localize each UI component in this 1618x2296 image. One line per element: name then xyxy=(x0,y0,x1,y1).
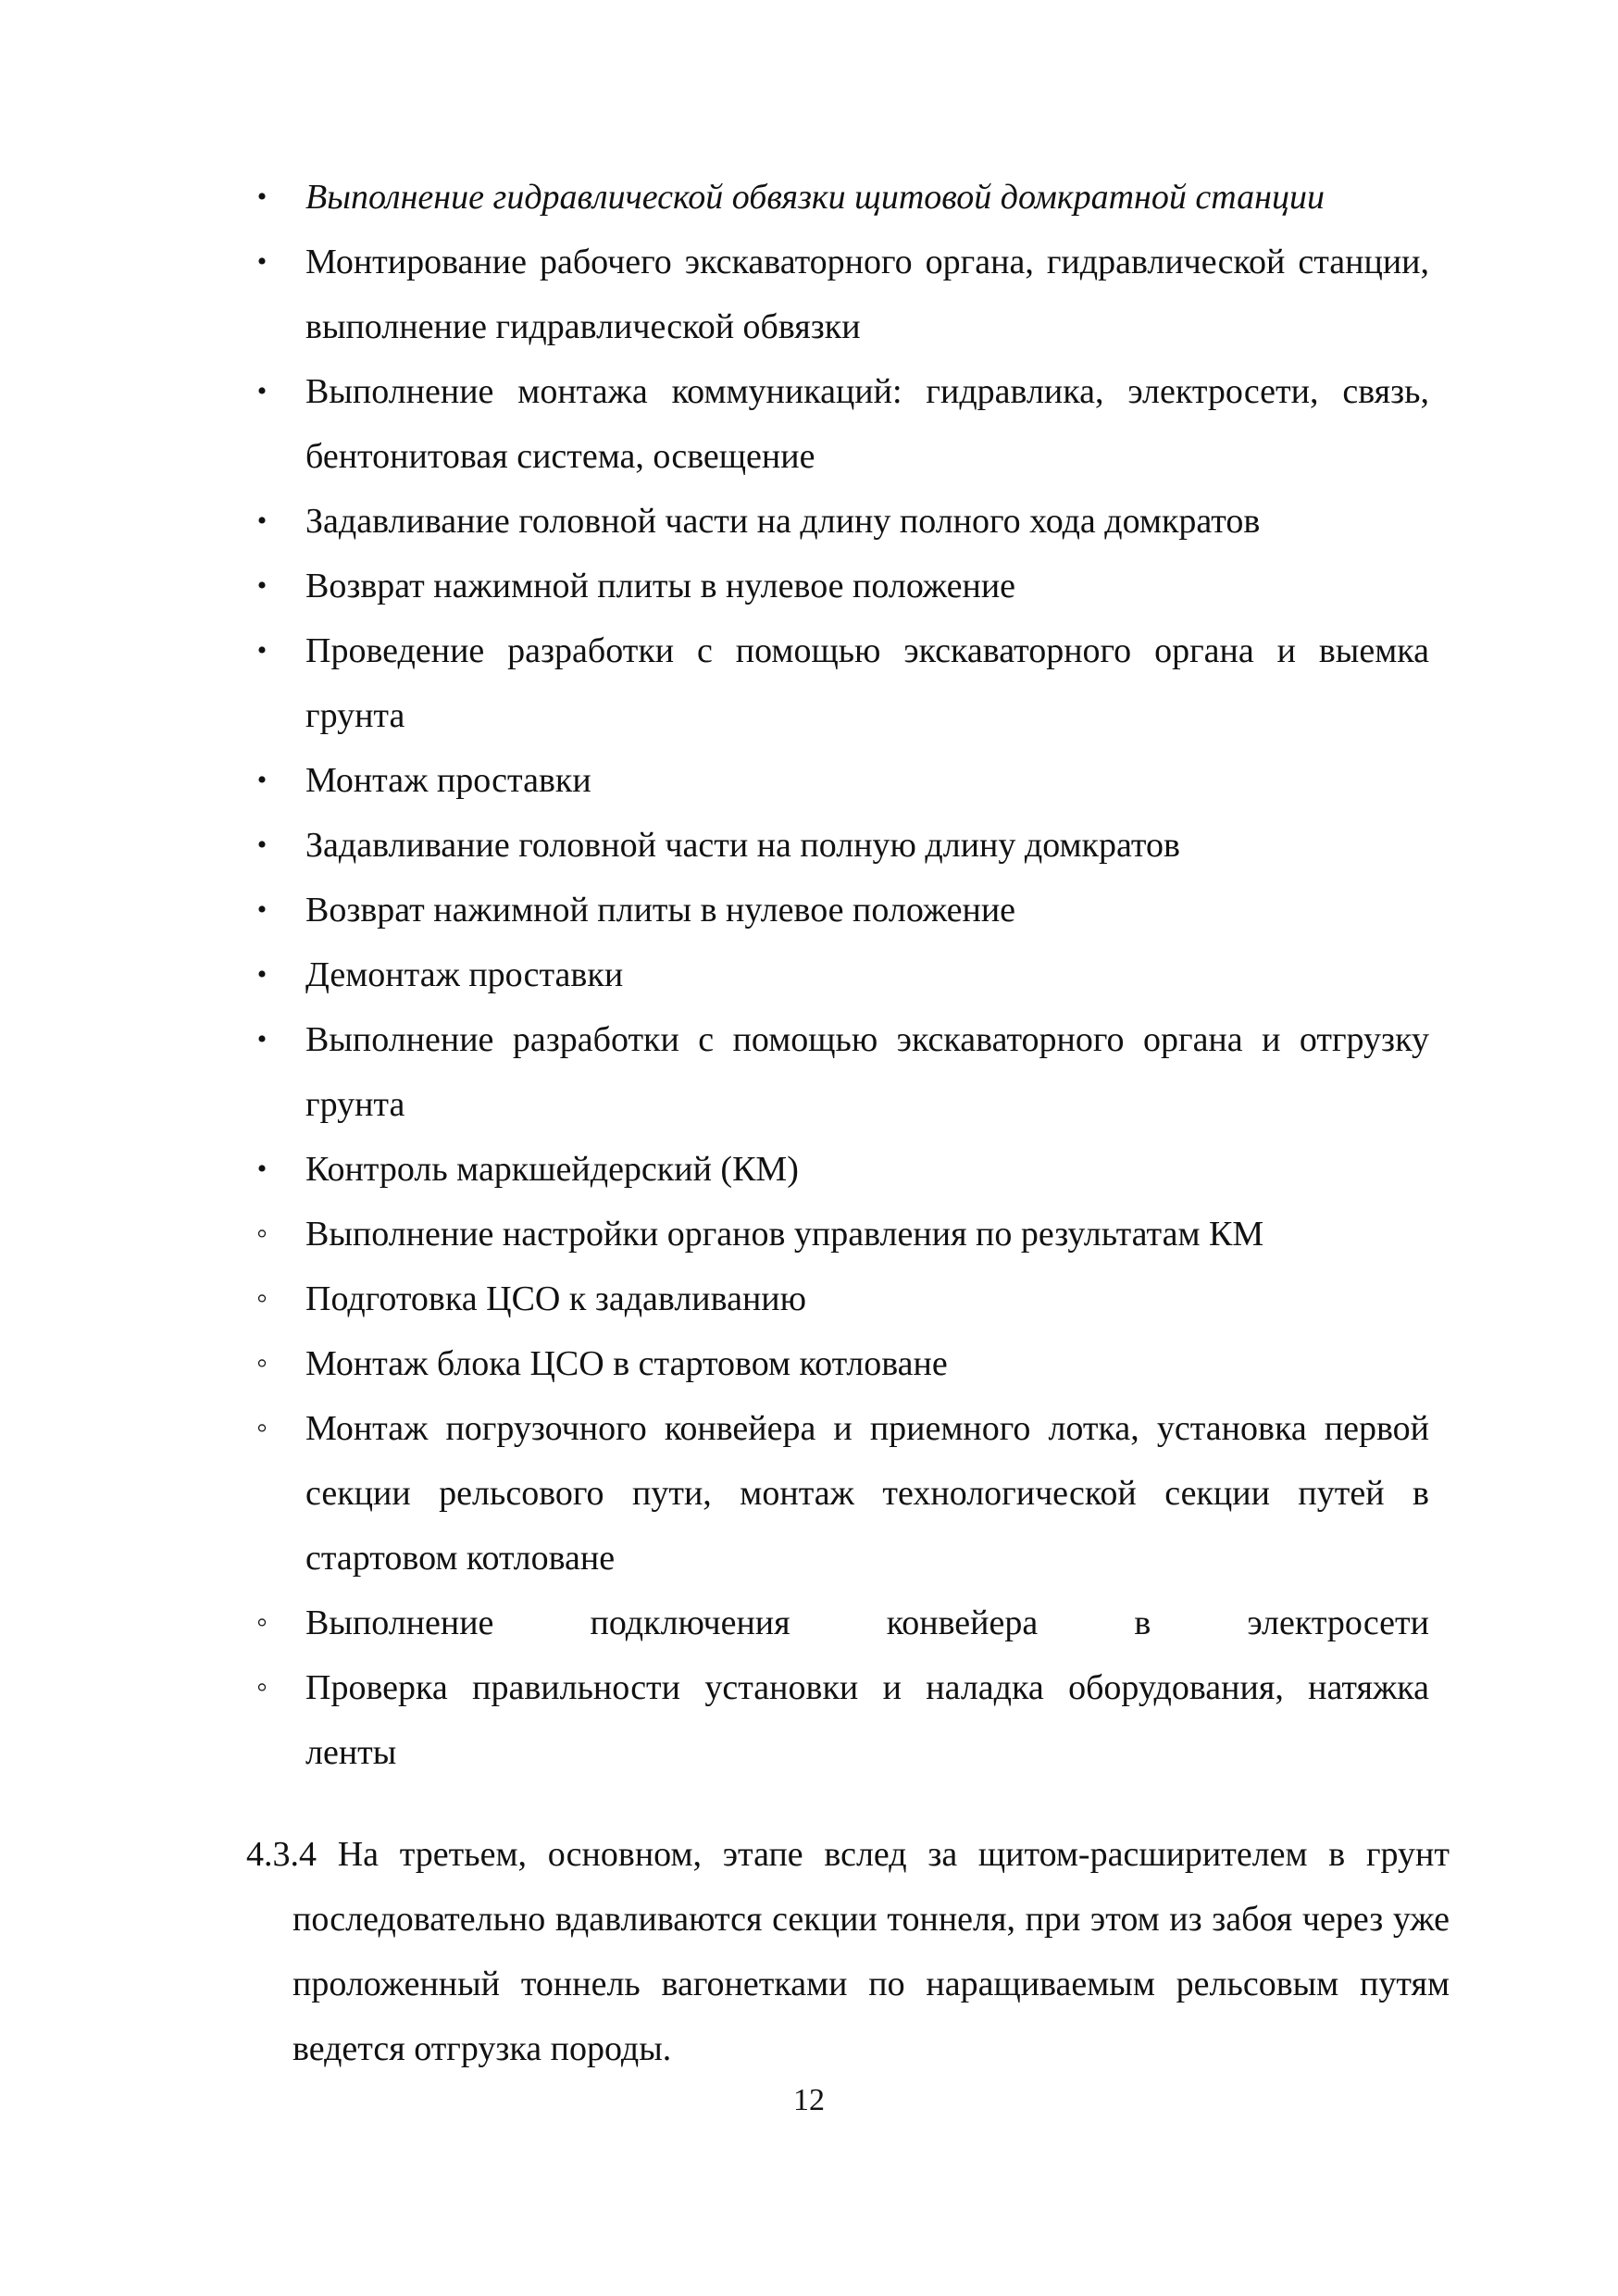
bullet-dot-icon xyxy=(248,748,276,813)
list-item xyxy=(235,554,1429,618)
bullet-dot-icon xyxy=(248,165,276,230)
list-item-text: Задавливание головной части на длину полного хода домкратов xyxy=(305,502,1261,541)
list-item-text: Проверка правильности установки и наладка оборудования, натяжка ленты xyxy=(305,1668,1429,1772)
list-item xyxy=(235,1137,1429,1202)
bullet-circle-icon xyxy=(248,1396,276,1462)
bullet-circle-icon xyxy=(248,1267,276,1332)
list-item xyxy=(235,359,1429,489)
list-item xyxy=(235,748,1429,813)
list-item-text: Возврат нажимной плиты в нулевое положение xyxy=(305,567,1016,605)
list-item xyxy=(235,1396,1429,1591)
bullet-circle-icon xyxy=(248,1331,276,1397)
list-item xyxy=(235,230,1429,359)
bullet-dot-icon xyxy=(248,878,276,942)
bullet-circle-icon xyxy=(248,1202,276,1267)
list-item-text: Монтирование рабочего экскаваторного органа, гидравлической станции, выполнение гидравлической обвязки xyxy=(305,243,1429,346)
section-number: 4.3.4 xyxy=(246,1835,338,1874)
bullet-dot-icon xyxy=(248,618,276,683)
bullet-dot-icon xyxy=(248,230,276,294)
list-item-text: Задавливание головной части на полную длину домкратов xyxy=(305,826,1180,865)
list-item xyxy=(235,1267,1429,1331)
list-item xyxy=(235,1007,1429,1137)
list-item-text: Проведение разработки с помощью экскаваторного органа и выемка грунта xyxy=(305,631,1429,735)
list-item xyxy=(235,165,1429,230)
bullet-dot-icon xyxy=(248,554,276,618)
list-item-text: Подготовка ЦСО к задавливанию xyxy=(305,1279,806,1318)
bullet-dot-icon xyxy=(248,489,276,554)
list-item xyxy=(235,1331,1429,1396)
list-item-text: Выполнение подключения конвейера в электросети xyxy=(305,1603,1429,1642)
list-item-text: Монтаж блока ЦСО в стартовом котловане xyxy=(305,1344,948,1383)
bullet-list xyxy=(235,165,1429,1785)
list-item xyxy=(235,878,1429,942)
bullet-dot-icon xyxy=(248,359,276,424)
section-paragraph xyxy=(246,1822,1450,2081)
list-item-text: Выполнение разработки с помощью экскаваторного органа и отгрузку грунта xyxy=(305,1020,1429,1124)
bullet-circle-icon xyxy=(248,1655,276,1721)
list-item xyxy=(235,618,1429,748)
list-item-text: Выполнение настройки органов управления по результатам КМ xyxy=(305,1215,1264,1254)
section-text: На третьем, основном, этапе вслед за щитом-расширителем в грунт последовательно вдавливаются секции тоннеля, при этом из забоя через уже проложенный тоннель вагонетками по наращиваемым рельсовым путям ведется отгрузка породы. xyxy=(292,1835,1450,2068)
list-item-text: Возврат нажимной плиты в нулевое положение xyxy=(305,891,1016,930)
list-item-text: Демонтаж проставки xyxy=(305,955,624,994)
list-item-text: Монтаж проставки xyxy=(305,761,591,800)
bullet-dot-icon xyxy=(248,1007,276,1072)
list-item-text: Монтаж погрузочного конвейера и приемного лотка, установка первой секции рельсового пути, монтаж технологической секции путей в стартовом котловане xyxy=(305,1409,1429,1578)
list-item-text: Контроль маркшейдерский (КМ) xyxy=(305,1150,799,1189)
list-item xyxy=(235,813,1429,878)
bullet-dot-icon xyxy=(248,942,276,1007)
list-item xyxy=(235,489,1429,554)
list-item-text: Выполнение гидравлической обвязки щитовой домкратной станции xyxy=(305,178,1326,217)
page-number: 12 xyxy=(793,2083,825,2117)
bullet-dot-icon xyxy=(248,813,276,878)
bullet-dot-icon xyxy=(248,1137,276,1202)
list-item xyxy=(235,1655,1429,1785)
list-item-text: Выполнение монтажа коммуникаций: гидравлика, электросети, связь, бентонитовая система, освещение xyxy=(305,372,1429,476)
list-item xyxy=(235,1591,1429,1655)
bullet-circle-icon xyxy=(248,1591,276,1656)
list-item xyxy=(235,942,1429,1007)
list-item xyxy=(235,1202,1429,1267)
